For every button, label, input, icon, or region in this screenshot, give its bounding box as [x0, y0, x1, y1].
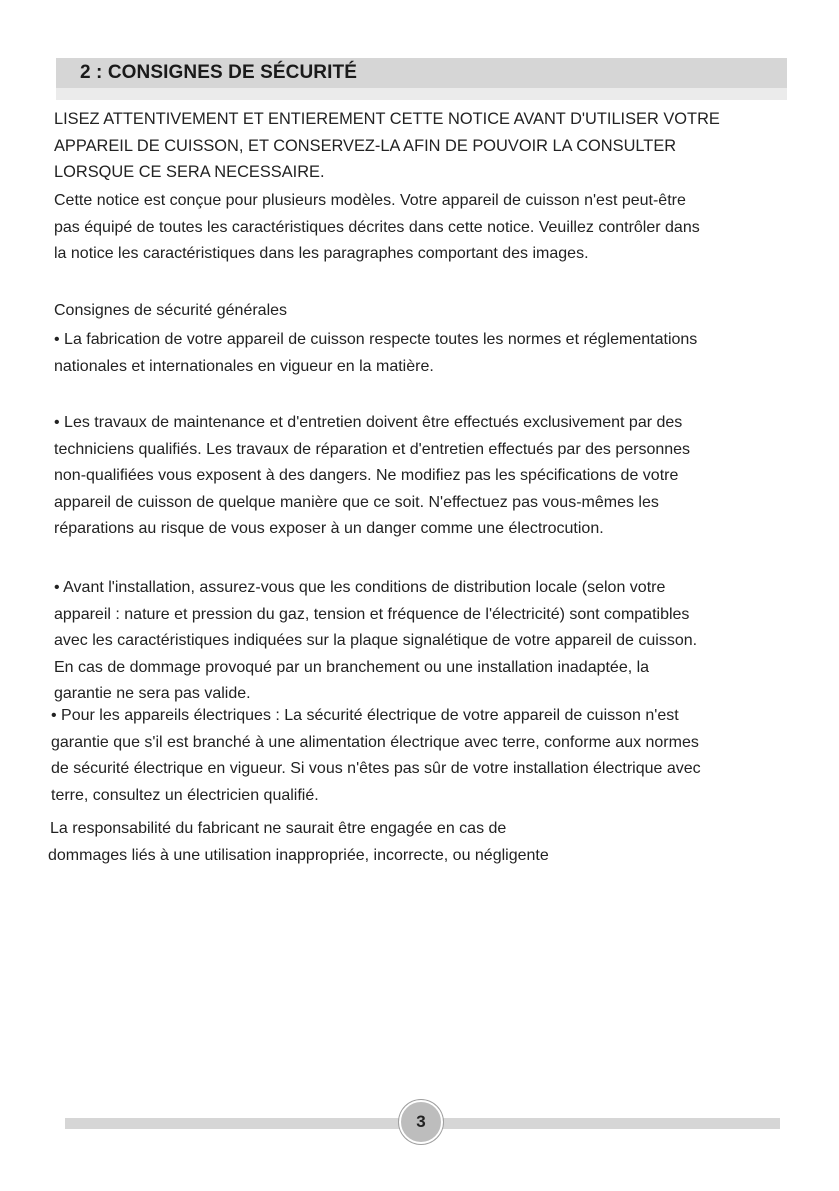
text-line: la notice les caractéristiques dans les paragraphes comportant des images.	[54, 245, 589, 262]
bullet-electrical	[51, 703, 701, 809]
intro-notice-paragraph	[54, 188, 700, 268]
bullet-maintenance	[54, 410, 690, 543]
text-line: non-qualifiées vous exposent à des dangers. Ne modifiez pas les spécifications de votre	[54, 467, 679, 484]
text-line: La responsabilité du fabricant ne saurait être engagée en cas de	[50, 820, 507, 837]
text-line: • Les travaux de maintenance et d'entretien doivent être effectués exclusivement par des	[54, 414, 683, 431]
bullet-standards	[54, 327, 697, 380]
text-line: pas équipé de toutes les caractéristiques décrites dans cette notice. Veuillez contrôler dans	[54, 218, 700, 236]
section-title: 2 : CONSIGNES DE SÉCURITÉ	[80, 62, 357, 83]
text-line: • Avant l'installation, assurez-vous que les conditions de distribution locale (selon votre	[54, 579, 666, 596]
text-line: garantie ne sera pas valide.	[54, 685, 251, 702]
bullet-installation	[54, 575, 697, 708]
section-title-underline	[56, 88, 787, 100]
text-line: de sécurité électrique en vigueur. Si vous n'êtes pas sûr de votre installation électrique avec	[51, 760, 701, 777]
text-line: LORSQUE CE SERA NECESSAIRE.	[54, 163, 325, 181]
text-line: LISEZ ATTENTIVEMENT ET ENTIEREMENT CETTE NOTICE AVANT D'UTILISER VOTRE	[54, 110, 720, 128]
general-safety-heading	[54, 298, 287, 325]
text-line: Consignes de sécurité générales	[54, 302, 288, 319]
text-line: APPAREIL DE CUISSON, ET CONSERVEZ-LA AFIN DE POUVOIR LA CONSULTER	[54, 136, 677, 155]
text-line: Cette notice est conçue pour plusieurs modèles. Votre appareil de cuisson n'est peut-être	[54, 192, 686, 209]
text-line: réparations au risque de vous exposer à un danger comme une électrocution.	[54, 520, 604, 537]
page-number-badge: 3	[399, 1100, 443, 1144]
text-line: • La fabrication de votre appareil de cuisson respecte toutes les normes et réglementations	[54, 331, 698, 348]
text-line: appareil de cuisson de quelque manière que ce soit. N'effectuez pas vous-mêmes les	[54, 493, 659, 511]
text-line: dommages liés à une utilisation inappropriée, incorrecte, ou négligente	[48, 846, 549, 864]
text-line: En cas de dommage provoqué par un branchement ou une installation inadaptée, la	[54, 658, 650, 676]
text-line: avec les caractéristiques indiquées sur la plaque signalétique de votre appareil de cuisson.	[54, 632, 698, 649]
text-line: terre, consultez un électricien qualifié.	[51, 786, 319, 804]
text-line: techniciens qualifiés. Les travaux de réparation et d'entretien effectués par des personnes	[54, 440, 691, 458]
text-line: • Pour les appareils électriques : La sécurité électrique de votre appareil de cuisson n'est	[51, 707, 679, 724]
intro-caps-paragraph	[54, 106, 720, 186]
liability-paragraph	[50, 816, 549, 869]
text-line: garantie que s'il est branché à une alimentation électrique avec terre, conforme aux normes	[51, 733, 699, 751]
text-line: appareil : nature et pression du gaz, tension et fréquence de l'électricité) sont compatibles	[54, 605, 690, 623]
text-line: nationales et internationales en vigueur en la matière.	[54, 357, 434, 375]
